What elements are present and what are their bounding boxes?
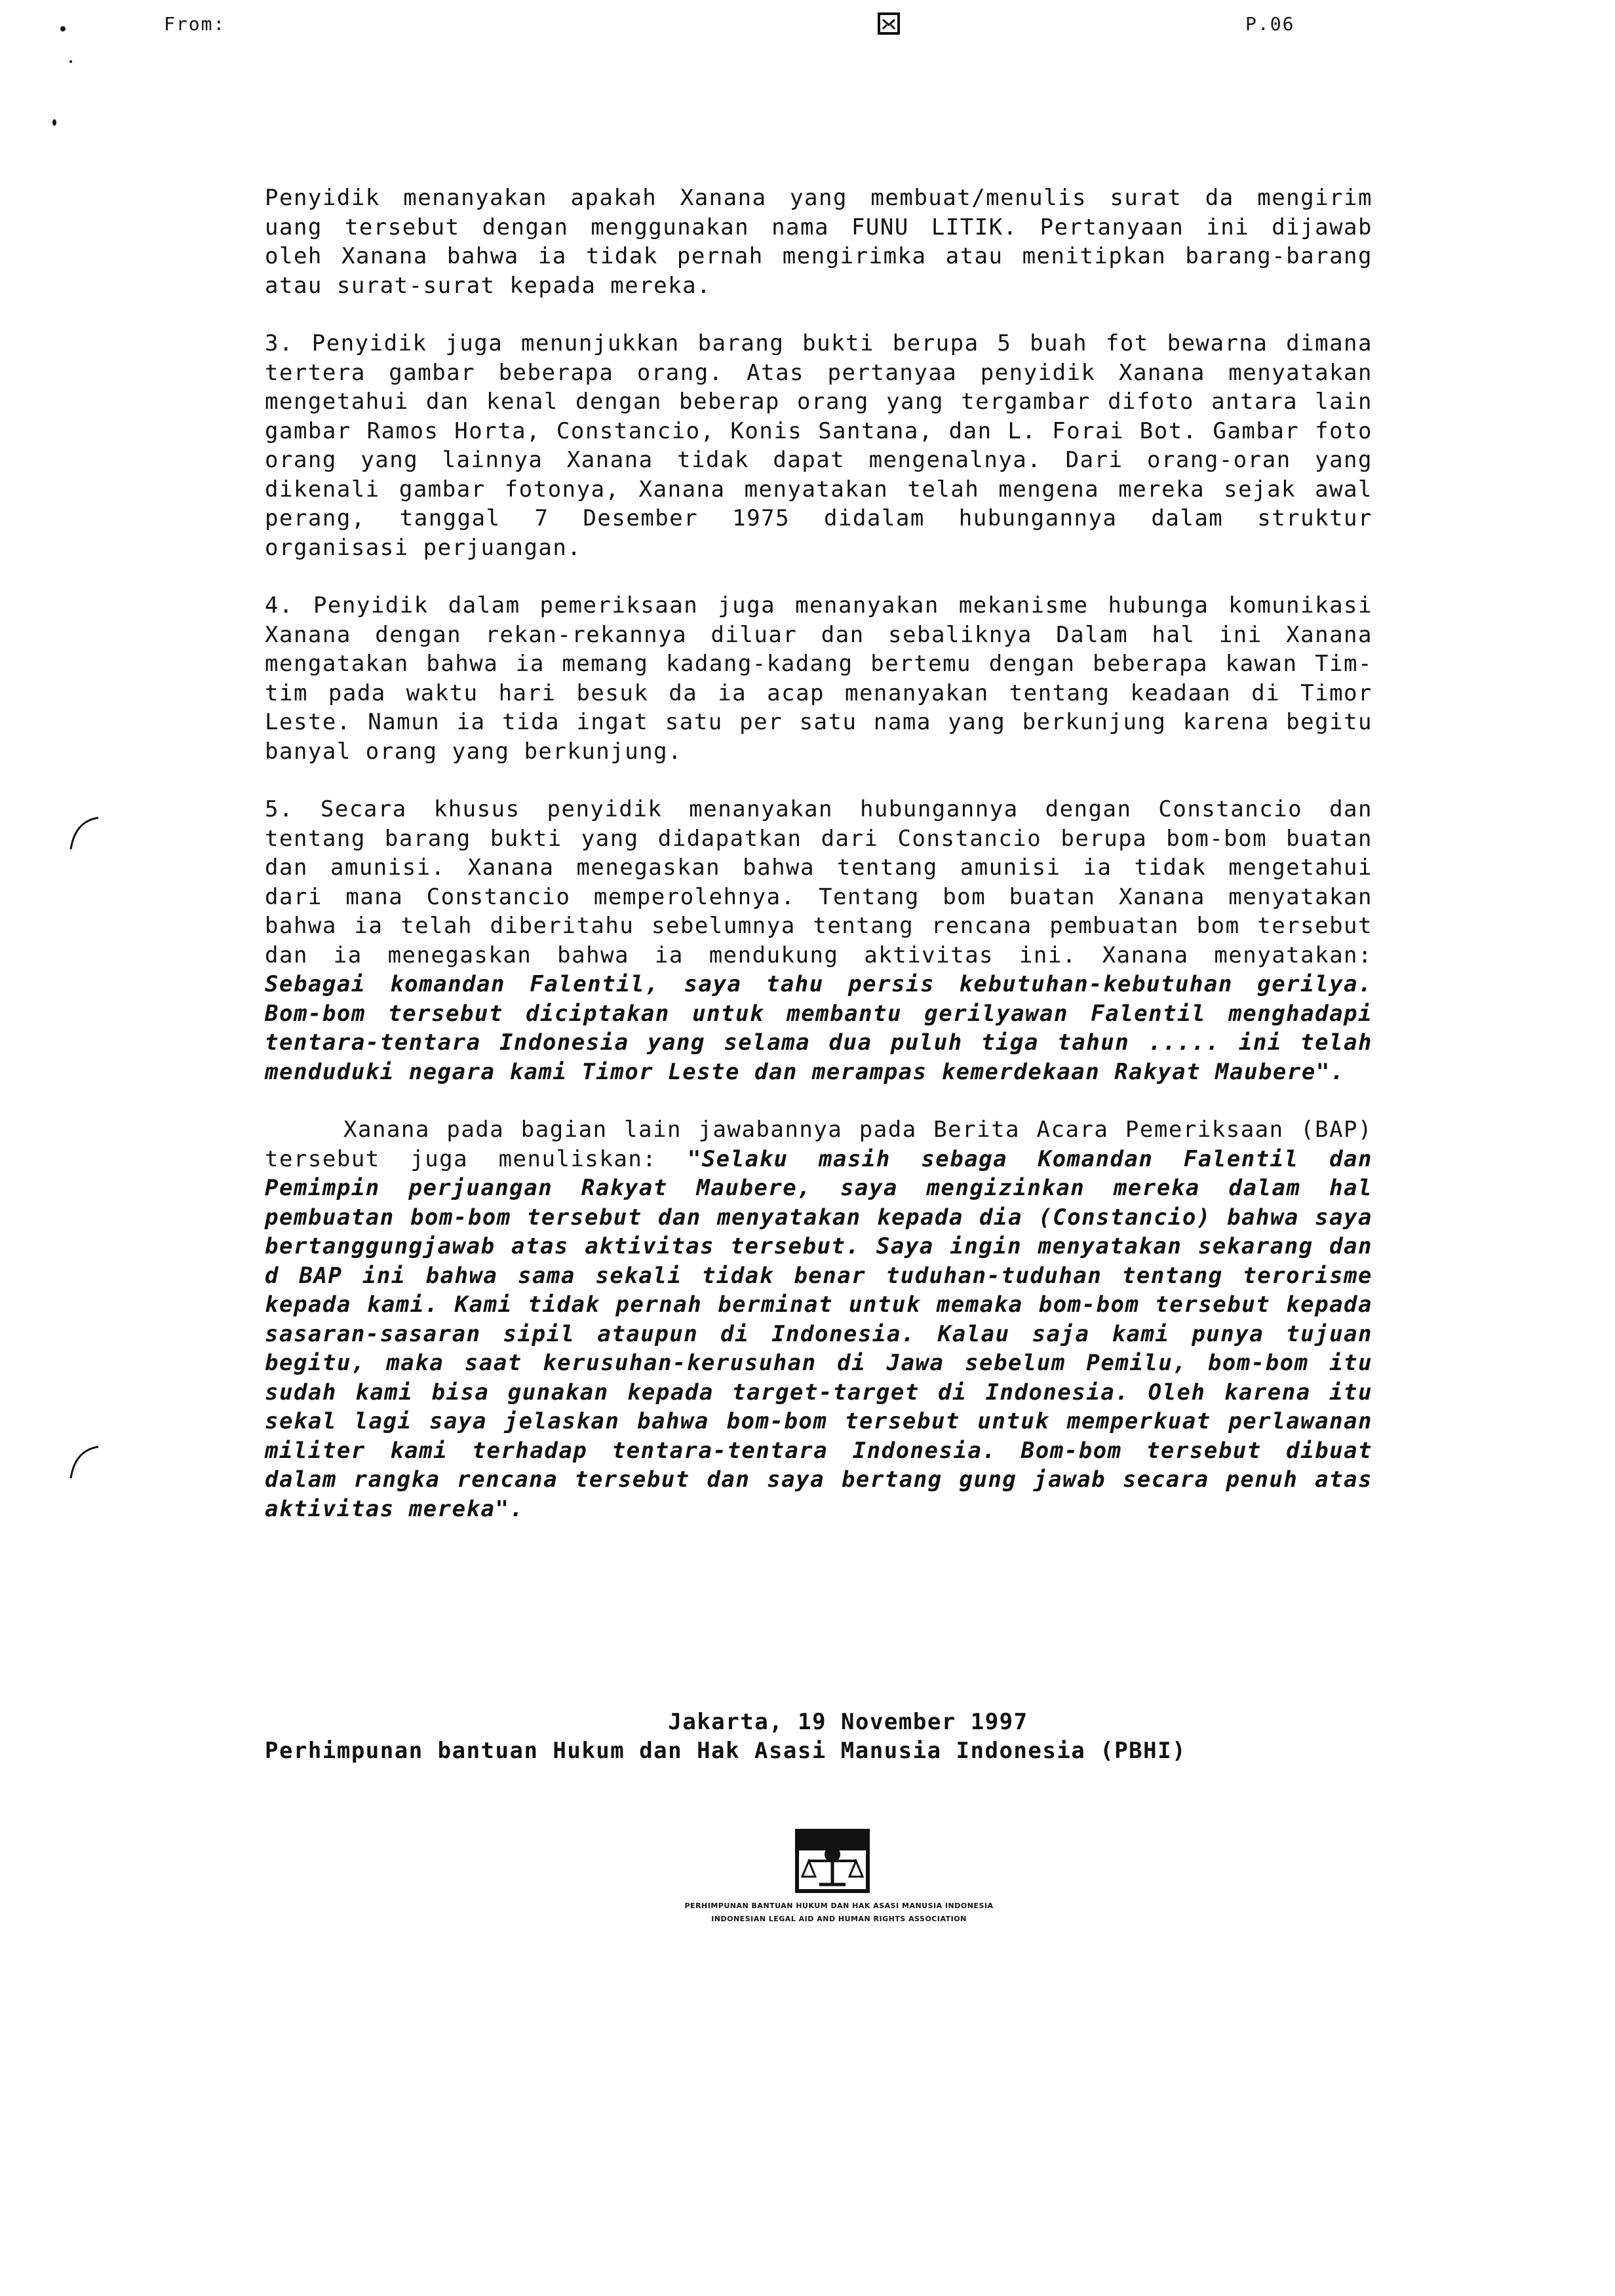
quoted-statement: "Selaku masih sebaga Komandan Falentil dan Pemimpin perjuangan Rakyat Maubere, saya mengizinkan mereka dalam hal pembuatan bom-bom tersebut dan menyatakan kepada dia (Constancio) bahwa saya bertanggungjawab atas aktivitas tersebut. Saya ingin menyatakan sekarang dan d BAP ini bahwa sama sekali tidak benar tuduhan-tuduhan tentang terorisme kepada kami. Kami tidak pernah berminat untuk memaka bom-bom tersebut kepada sasaran-sasaran sipil ataupun di Indonesia. Kalau saja kami punya tujuan begitu, maka saat kerusuhan-kerusuhan di Jawa sebelum Pemilu, bom-bom itu sudah kami bisa gunakan kepada target-target di Indonesia. Oleh karena itu sekal lagi saya jelaskan bahwa bom-bom tersebut untuk memperkuat perlawanan militer kami terhadap tentara-tentara Indonesia. Bom-bom tersebut dibuat dalam rangka rencana tersebut dan saya bertang gung jawab secara penuh atas aktivitas mereka". — [265, 1145, 1372, 1522]
paragraph-text: Xanana pada bagian lain jawabannya pada Berita Acara Pemeriksaan (BAP) tersebut juga menuliskan: — [265, 1117, 1372, 1172]
signoff-organization: Perhimpunan bantuan Hukum dan Hak Asasi Manusia Indonesia (PBHI) — [265, 1738, 1187, 1764]
paragraph-text: 5. Secara khusus penyidik menanyakan hubungannya dengan Constancio dan tentang barang bukti yang didapatkan dari Constancio berupa bom-bom buatan dan amunisi. Xanana menegaskan bahwa tentang amunisi ia tidak mengetahui dari mana Constancio memperolehnya. Tentang bom buatan Xanana menyatakan bahwa ia telah diberitahu sebelumnya tentang rencana pembuatan bom tersebut dan ia menegaskan bahwa ia mendukung aktivitas ini. Xanana menyatakan: — [265, 796, 1372, 968]
paragraph-text: Penyidik menanyakan apakah Xanana yang membuat/menulis surat da mengirim uang tersebut dengan menggunakan nama FUNU LITIK. Pertanyaan ini dijawab oleh Xanana bahwa ia tidak pernah mengirimka atau menitipkan barang-barang atau surat-surat kepada mereka. — [265, 185, 1372, 299]
signoff-date: Jakarta, 19 November 1997 — [668, 1709, 1028, 1735]
scan-speck — [69, 60, 72, 63]
quoted-statement: Sebagai komandan Falentil, saya tahu persis kebutuhan-kebutuhan gerilya. Bom-bom tersebut diciptakan untuk membantu gerilyawan Falentil menghadapi tentara-tentara Indonesia yang selama dua puluh tiga tahun ..... ini telah menduduki negara kami Timor Leste dan merampas kemerdekaan Rakyat Maubere". — [265, 971, 1372, 1085]
scan-speck — [52, 119, 56, 126]
logo-caption-english: INDONESIAN LEGAL AID AND HUMAN RIGHTS ASSOCIATION — [711, 1915, 967, 1923]
margin-bracket-mark — [66, 1442, 105, 1481]
paragraph-5 — [265, 1115, 1372, 1523]
logo-caption-indonesian: PERHIMPUNAN BANTUAN HUKUM DAN HAK ASASI MANUSIA INDONESIA — [684, 1902, 994, 1910]
fax-page-number: P.06 — [1245, 13, 1295, 35]
margin-bracket-mark — [66, 813, 105, 852]
paragraph-3 — [265, 591, 1372, 766]
document-body — [265, 183, 1372, 1552]
paragraph-text: 3. Penyidik juga menunjukkan barang bukti berupa 5 buah fot bewarna dimana tertera gambar beberapa orang. Atas pertanyaa penyidik Xanana menyatakan mengetahui dan kenal dengan beberap orang yang tergambar difoto antara lain gambar Ramos Horta, Constancio, Konis Santana, dan L. Forai Bot. Gambar foto orang yang lainnya Xanana tidak dapat mengenalnya. Dari orang-oran yang dikenali gambar fotonya, Xanana menyatakan telah mengena mereka sejak awal perang, tanggal 7 Desember 1975 didalam hubungannya dalam struktur organisasi perjuangan. — [265, 330, 1372, 561]
fax-from-label: From: — [164, 13, 226, 35]
paragraph-2 — [265, 329, 1372, 562]
paragraph-text: 4. Penyidik dalam pemeriksaan juga menanyakan mekanisme hubunga komunikasi Xanana dengan rekan-rekannya diluar dan sebaliknya Dalam hal ini Xanana mengatakan bahwa ia memang kadang-kadang bertemu dengan beberapa kawan Tim-tim pada waktu hari besuk da ia acap menanyakan tentang keadaan di Timor Leste. Namun ia tida ingat satu per satu nama yang berkunjung karena begitu banyal orang yang berkunjung. — [265, 592, 1372, 765]
scan-speck — [60, 26, 66, 31]
signoff — [265, 1708, 1372, 1765]
fax-header — [0, 8, 1615, 47]
scales-of-justice-icon — [793, 1828, 872, 1894]
paragraph-4 — [265, 795, 1372, 1086]
paragraph-1 — [265, 183, 1372, 300]
pbhi-logo — [655, 1828, 1049, 1959]
fax-symbol-icon — [877, 12, 901, 35]
